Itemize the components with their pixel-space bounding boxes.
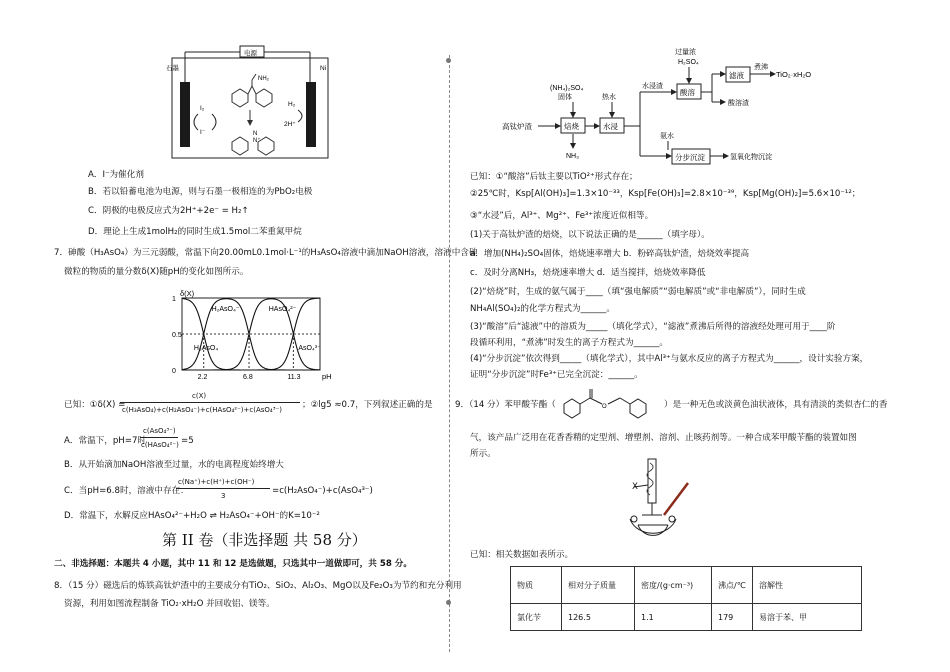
q8-subquestion-1: (1)关于高钛炉渣的焙烧，以下说法正确的是______（填字母）。: [470, 230, 710, 240]
q7-option-c-numerator: c(Na⁺)+c(H⁺)+c(OH⁻): [178, 478, 255, 486]
q8-subquestion-1-cd: c．及时分离NH₃，焙烧速率增大 d．适当搅拌，焙烧效率降低: [470, 268, 706, 278]
q9-stem-line3: 所示。: [470, 449, 496, 459]
svg-text:N: N: [253, 131, 258, 137]
ni-electrode: [306, 82, 316, 147]
table-header: 沸点/℃: [712, 567, 753, 604]
data-table: [510, 566, 862, 631]
q8-known-1: 已知：①“酸溶”后钛主要以TiO²⁺形式存在；: [470, 172, 638, 182]
apparatus-label-x: X: [632, 482, 638, 492]
svg-text:石墨: 石墨: [166, 65, 179, 72]
flow-water-leach: 水浸: [603, 122, 618, 131]
y-axis-label: δ(X): [180, 289, 195, 298]
flow-step-precipitation: 分步沉淀: [675, 153, 705, 162]
fraction-bar: [176, 488, 270, 489]
divider-dot: [446, 58, 451, 63]
svg-text:I₂: I₂: [200, 105, 205, 112]
svg-text:酸溶渣: 酸溶渣: [728, 100, 749, 107]
graphite-electrode: [180, 82, 190, 147]
svg-text:过量浓: 过量浓: [675, 49, 696, 56]
q7-known-numerator: c(X): [192, 392, 207, 400]
y-tick-label: 0.5: [172, 332, 182, 339]
q8-subquestion-1-ab: a．增加(NH₄)₂SO₄固体，焙烧速率增大 b．粉碎高钛炉渣，焙烧效率提高: [470, 249, 750, 259]
svg-text:氨水: 氨水: [660, 133, 674, 140]
table-cell: 易溶于苯、甲: [753, 604, 862, 631]
q7-option-a-result: =5: [181, 436, 194, 446]
q7-stem-line1: 7．砷酸（H₃AsO₄）为三元弱酸，常温下向20.00mL0.1mol·L⁻¹的H₃AsO₄溶液中滴加NaOH溶液，溶液中含砷: [54, 248, 478, 258]
q7-stem-line2: 微粒的物质的量分数δ(X)随pH的变化如图所示。: [64, 267, 249, 277]
q8-subquestion-2-line2: NH₄Al(SO₄)₂的化学方程式为______。: [470, 304, 615, 314]
process-flow-diagram: [500, 40, 820, 166]
q7-option-c-denominator: 3: [221, 492, 226, 500]
table-header: 溶解性: [753, 567, 862, 604]
flow-roast: 焙烧: [564, 122, 579, 131]
q8-known-3: ③“水浸”后，Al³⁺、Mg²⁺、Fe³⁺浓度近似相等。: [470, 211, 654, 221]
q7-option-a-numerator: c(AsO₄³⁻): [143, 427, 176, 435]
svg-text:热水: 热水: [602, 94, 616, 101]
x-axis-label: pH: [322, 372, 332, 381]
table-row: [511, 604, 862, 631]
q8-subquestion-3-line1: (3)“酸溶”后“滤液”中的溶质为_____（填化学式），“滤液”煮沸后所得的溶液经处理可用于____阶: [470, 322, 836, 332]
table-header: 密度/(g·cm⁻³): [635, 567, 712, 604]
benzyl-benzoate-structure: [560, 386, 664, 420]
table-cell: 126.5: [562, 604, 635, 631]
q7-option-c: C．当pH=6.8时，溶液中存在：: [64, 486, 189, 496]
electrolysis-figure: [160, 42, 340, 160]
q6-option-c: C．阴极的电极反应式为2H⁺+2e⁻ = H₂↑: [88, 206, 249, 216]
section-title: 第 II 卷（非选择题 共 58 分）: [162, 531, 367, 549]
series-label: H₃AsO₄: [193, 344, 219, 352]
svg-text:O: O: [602, 404, 607, 410]
fraction-bar: [140, 437, 178, 438]
q7-option-c-result: =c(H₂AsO₄⁻)+c(AsO₄³⁻): [272, 486, 373, 496]
q8-stem-line1: 8．（15 分）磁选后的炼铁高钛炉渣中的主要成分有TiO₂、SiO₂、Al₂O₃、MgO以及Fe₂O₃为节约和充分利用: [54, 581, 462, 591]
svg-text:NH₃: NH₃: [566, 153, 579, 160]
q7-option-a-denominator: c(HAsO₄²⁻): [141, 441, 179, 449]
flow-acid-dissolve: 酸溶: [680, 88, 695, 97]
series-label: AsO₄³⁻: [298, 344, 321, 352]
svg-text:Ni: Ni: [320, 65, 327, 72]
svg-text:固体: 固体: [558, 94, 572, 101]
q6-option-d: D．理论上生成1molH₂的同时生成1.5mol二苯重氮甲烷: [88, 227, 302, 237]
q9-stem-line1b: ）是一种无色或淡黄色油状液体，具有清淡的类似杏仁的香: [664, 400, 888, 410]
svg-text:N⁺: N⁺: [253, 138, 261, 144]
series-label: H₂AsO₄⁻: [211, 305, 240, 313]
q9-known: 已知：相关数据如表所示。: [470, 550, 574, 560]
q7-option-a: A．常温下，pH=7时: [64, 436, 147, 446]
section-instructions: 二、非选择题：本题共 4 小题，其中 11 和 12 是选做题，只选其中一道做即可，共 58 分。: [54, 559, 412, 569]
table-cell: 氯化苄: [511, 604, 562, 631]
svg-text:H₂SO₄: H₂SO₄: [678, 59, 699, 66]
power-label: 电源: [244, 50, 257, 57]
x-tick-label: 2.2: [197, 374, 208, 381]
table-cell: 1.1: [635, 604, 712, 631]
q8-stem-line2: 资源，利用如图流程制备 TiO₂·xH₂O 并回收铝、镁等。: [64, 599, 275, 609]
table-header: 物质: [511, 567, 562, 604]
q7-option-d: D．常温下，水解反应HAsO₄²⁻+H₂O ⇌ H₂AsO₄⁻+OH⁻的K=10⁻²: [64, 511, 320, 521]
svg-text:I⁻: I⁻: [200, 129, 206, 136]
table-header: 相对分子质量: [562, 567, 635, 604]
q8-known-2: ②25℃时，Ksp[Al(OH)₃]=1.3×10⁻³³，Ksp[Fe(OH)₃]=2.8×10⁻³⁹，Ksp[Mg(OH)₂]=5.6×10⁻¹²；: [470, 189, 861, 199]
svg-text:(NH₄)₂SO₄: (NH₄)₂SO₄: [550, 85, 584, 92]
q7-option-b: B．从开始滴加NaOH溶液至过量，水的电离程度始终增大: [64, 460, 284, 470]
q8-subquestion-4-line2: 证明“分步沉淀”时Fe³⁺已完全沉淀：______。: [470, 370, 643, 380]
x-tick-label: 6.8: [243, 374, 253, 381]
svg-text:H₂: H₂: [288, 101, 296, 108]
svg-text:氢氧化物沉淀: 氢氧化物沉淀: [730, 154, 772, 161]
q8-subquestion-2-line1: (2)“焙烧”时，生成的氨气属于____（填“强电解质”“弱电解质”或“非电解质”），同时生成: [470, 287, 806, 297]
column-divider: [449, 55, 450, 652]
flow-slag: 高钛炉渣: [502, 122, 532, 131]
q8-subquestion-4-line1: (4)“分步沉淀”依次得到_____（填化学式），其中Al³⁺与氨水反应的离子方程式为______，设计实验方案，: [470, 354, 869, 364]
x-tick-label: 11.3: [287, 374, 301, 381]
y-tick-label: 0: [172, 368, 176, 375]
svg-text:煮沸: 煮沸: [754, 64, 768, 71]
svg-text:2H⁺: 2H⁺: [284, 121, 296, 128]
q9-stem-line1a: 9．（14 分）苯甲酸苄酯（: [455, 400, 556, 410]
flow-product: TiO₂·xH₂O: [776, 70, 812, 79]
table-cell: 179: [712, 604, 753, 631]
flow-filtrate: 滤液: [729, 71, 744, 80]
q6-option-b: B．若以铅蓄电池为电源，则与石墨一极相连的为PbO₂电极: [88, 187, 313, 197]
svg-text:NH₂: NH₂: [258, 76, 269, 82]
q7-known-suffix: ；②lg5 ≈0.7，下列叙述正确的是: [302, 400, 433, 410]
reflux-apparatus: [620, 455, 700, 550]
q7-known-denominator: c(H₃AsO₄)+c(H₂AsO₄⁻)+c(HAsO₄²⁻)+c(AsO₄³⁻): [122, 406, 282, 414]
q7-known-prefix: 已知：①δ(X) =: [64, 400, 126, 410]
q6-option-a: A．I⁻为催化剂: [88, 170, 144, 180]
speciation-chart: [170, 288, 350, 386]
divider-dot: [446, 600, 451, 605]
series-label: HAsO₄²⁻: [268, 305, 297, 313]
q9-stem-line2: 气，该产品广泛用在花香香精的定型剂、增塑剂、溶剂、止咳药剂等。一种合成苯甲酸苄酯的装置如图: [470, 433, 857, 443]
y-tick-label: 1: [172, 296, 176, 303]
svg-text:水浸渣: 水浸渣: [642, 83, 663, 90]
q8-subquestion-3-line2: 段循环利用，“煮沸”时发生的离子方程式为______。: [470, 338, 668, 348]
fraction-bar: [120, 402, 300, 403]
